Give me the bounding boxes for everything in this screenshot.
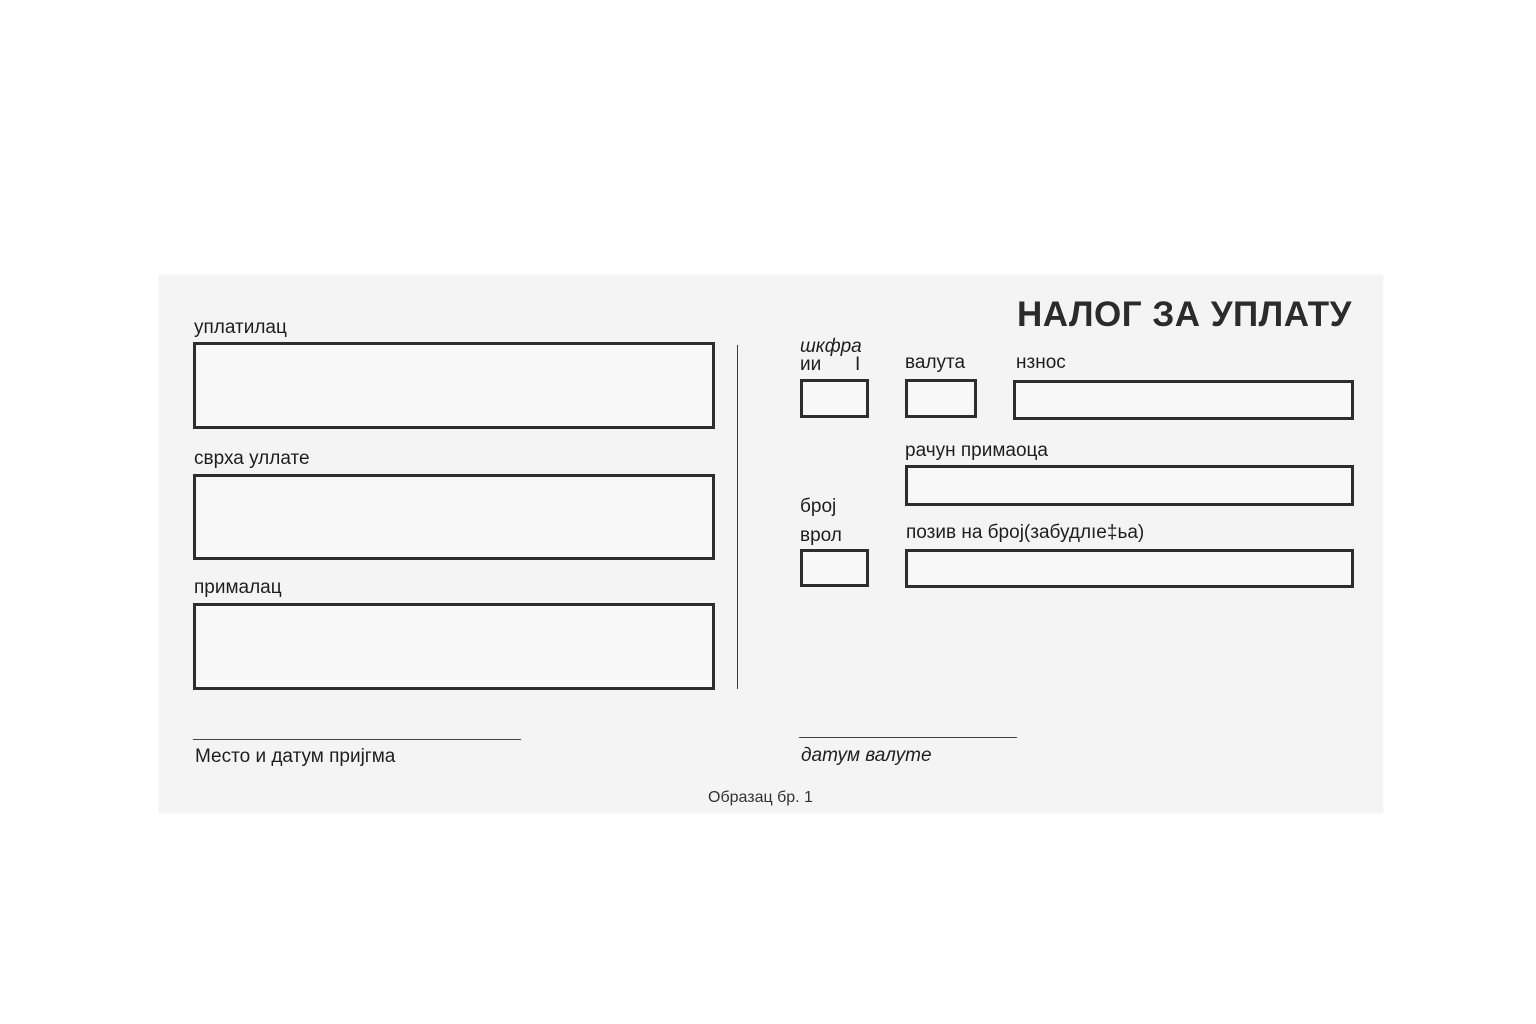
reference-number-field[interactable]	[905, 549, 1354, 588]
currency-label: валута	[905, 352, 966, 373]
place-date-label: Место и датум приjгма	[195, 746, 396, 767]
column-divider	[737, 345, 738, 689]
code-label-bottom-right: I	[855, 354, 861, 375]
code-label-bottom-left: ии	[800, 354, 822, 375]
payer-label: уплатилац	[194, 317, 287, 338]
reference-label: позив на броj(забудлıе‡ьа)	[906, 522, 1145, 543]
value-date-line	[799, 737, 1017, 738]
model-number-field[interactable]	[800, 549, 869, 587]
purpose-field[interactable]	[193, 474, 715, 560]
value-date-label: датум валуте	[801, 745, 932, 766]
place-date-line	[193, 739, 521, 740]
amount-label: нзнос	[1016, 352, 1066, 373]
recipient-account-field[interactable]	[905, 465, 1354, 506]
recipient-label: прималац	[194, 577, 282, 598]
purpose-label: сврха уллате	[194, 448, 310, 469]
recipient-field[interactable]	[193, 603, 715, 690]
code-label-top: шкфра	[800, 336, 862, 357]
payment-order-form	[159, 275, 1383, 813]
payer-field[interactable]	[193, 342, 715, 429]
payment-code-field[interactable]	[800, 379, 869, 418]
model-label-bottom: врол	[800, 525, 842, 546]
form-number: Образац бр. 1	[708, 789, 813, 806]
account-label: рачун примаоца	[905, 440, 1049, 461]
amount-field[interactable]	[1013, 380, 1354, 420]
model-label-top: броj	[800, 496, 837, 517]
currency-field[interactable]	[905, 379, 977, 418]
form-title: НАЛОГ ЗА УПЛАТУ	[1017, 295, 1352, 334]
